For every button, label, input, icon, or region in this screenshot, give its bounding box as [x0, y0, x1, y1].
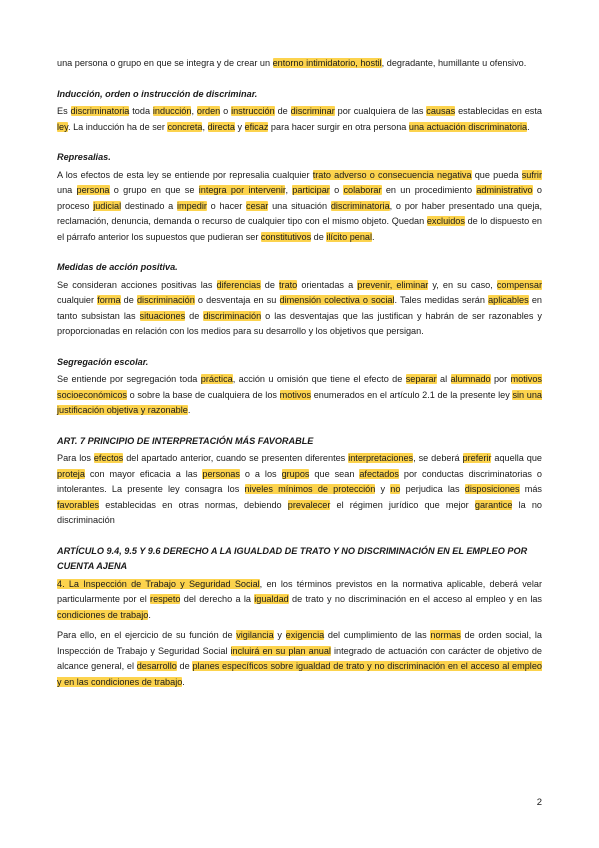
section-heading: ARTÍCULO 9.4, 9.5 Y 9.6 DERECHO A LA IGUALDAD DE TRATO Y NO DISCRIMINACIÓN EN EL EMPLEO POR CUENTA AJENA: [57, 545, 528, 571]
text-run: .: [372, 231, 375, 242]
text-run: de: [176, 661, 193, 671]
text-run: . La inducción ha de ser: [68, 121, 168, 132]
highlighted-text: garantice: [474, 499, 513, 510]
section-paragraph: [57, 168, 542, 246]
text-run: o las desventajas que las justifican y habrán de ser razonables y proporcionadas en relación con los medios para su desarrollo y los objetivos que persigan.: [57, 310, 542, 336]
text-run: . Tales medidas serán: [394, 295, 489, 305]
highlighted-text: prevenir, eliminar: [357, 279, 429, 290]
highlighted-text: interpretaciones: [348, 453, 414, 463]
section-heading: Represalias.: [57, 152, 111, 162]
text-run: Se entiende por segregación toda: [57, 374, 201, 384]
highlighted-text: constitutivos: [260, 231, 312, 242]
text-run: de: [311, 231, 327, 242]
section: [57, 544, 542, 691]
section: [57, 434, 542, 529]
highlighted-text: ley: [57, 121, 68, 132]
text-run: o: [220, 106, 232, 116]
highlighted-text: discriminación: [136, 295, 195, 305]
section-paragraph: [57, 577, 542, 624]
text-run: de orden social, la Inspección de Trabajo y Seguridad Social: [57, 630, 542, 656]
highlighted-text: cesar: [246, 200, 269, 211]
highlighted-text: grupos: [281, 468, 310, 479]
text-run: de: [260, 279, 279, 290]
highlighted-text: eficaz: [244, 121, 269, 132]
section-heading: ART. 7 PRINCIPIO DE INTERPRETACIÓN MÁS FAVORABLE: [57, 435, 314, 446]
text-run: en tanto subsistan las: [57, 295, 542, 321]
text-run: o sobre la base de cualquiera de los: [127, 389, 280, 400]
text-run: por conductas discriminatorias o intolerantes. La presente ley consagra los: [57, 468, 542, 494]
text-run: .: [182, 676, 185, 687]
section-paragraph: [57, 372, 542, 419]
text-run: ,: [202, 121, 208, 132]
highlighted-text: efectos: [93, 453, 124, 463]
highlighted-text: alumnado: [450, 374, 491, 384]
highlighted-text: desarrollo: [136, 661, 177, 671]
text-run: establecidas en otras normas, debiendo: [99, 499, 288, 510]
text-run: de: [120, 295, 137, 305]
highlighted-text: respeto: [150, 594, 181, 604]
highlighted-text: incluirá en su plan anual: [230, 645, 331, 656]
section-heading: Inducción, orden o instrucción de discriminar.: [57, 88, 258, 99]
section-heading: Segregación escolar.: [57, 356, 149, 367]
text-run: enumerados en el artículo 2.1 de la presente ley: [311, 389, 513, 400]
highlighted-text: sufrir: [521, 169, 542, 180]
text-run: o desventaja en su: [194, 295, 280, 305]
highlighted-text: personas: [202, 468, 240, 479]
highlighted-text: motivos socioeconómicos: [57, 374, 542, 400]
text-run: aquella que: [491, 453, 542, 463]
text-run: del cumplimiento de las: [324, 630, 431, 640]
text-run: , se deberá: [413, 453, 463, 463]
text-run: orientadas a: [297, 279, 358, 290]
intro-paragraph: [57, 56, 542, 72]
text-run: una situación: [268, 200, 331, 211]
text-run: con mayor eficacia a las: [84, 468, 203, 479]
highlighted-text: sin una justificación objetiva y razonable: [57, 389, 542, 415]
highlighted-text: condiciones de trabajo: [57, 609, 149, 620]
text-run: de: [274, 106, 291, 116]
highlighted-text: discriminatoria: [330, 200, 390, 211]
highlighted-text: inducción: [152, 106, 192, 116]
section-paragraph: [57, 278, 542, 340]
text-run: o: [329, 185, 344, 195]
highlighted-text: práctica: [200, 374, 233, 384]
highlighted-text: discriminar: [290, 106, 335, 116]
highlighted-text: administrativo: [476, 185, 533, 195]
section-paragraph: [57, 104, 542, 135]
highlighted-text: excluidos: [426, 216, 465, 226]
highlighted-text: forma: [97, 295, 121, 305]
text-run: para hacer surgir en otra persona: [268, 121, 409, 132]
sections-container: [57, 87, 542, 691]
text-run: y, en su caso,: [428, 279, 497, 290]
text-run: Se consideran acciones positivas las: [57, 279, 217, 290]
text-run: la no discriminación: [57, 499, 542, 525]
section: [57, 355, 542, 419]
highlighted-text: judicial: [93, 200, 122, 211]
text-run: Para ello, en el ejercicio de su función de: [57, 630, 237, 640]
text-run: de trato y no discriminación en el acceso al empleo y en las: [288, 594, 542, 604]
section: [57, 260, 542, 340]
text-run: , en los términos previstos en la normativa aplicable, deberá velar particularmente por el: [57, 578, 542, 604]
highlighted-text: igualdad: [254, 594, 289, 604]
section-paragraph: [57, 628, 542, 690]
text-run: destinado a: [121, 200, 177, 211]
text-run: del apartado anterior, cuando se presenten diferentes: [123, 453, 349, 463]
text-run: más: [519, 484, 542, 494]
text-run: , acción u omisión que tiene el efecto de: [232, 374, 406, 384]
text-run: y: [234, 121, 245, 132]
highlighted-text: 4. La Inspección de Trabajo y Seguridad Social: [57, 578, 260, 589]
highlighted-text: instrucción: [231, 106, 275, 116]
highlighted-text: prevalecer: [287, 499, 331, 510]
page-number: 2: [536, 797, 542, 808]
highlighted-text: orden: [196, 106, 221, 116]
text-run: Para los: [57, 453, 94, 463]
text-run: Es: [57, 106, 71, 116]
text-run: en un procedimiento: [381, 185, 477, 195]
section: [57, 87, 542, 136]
text-run: que pueda: [471, 169, 522, 180]
highlighted-text: motivos: [279, 389, 312, 400]
highlighted-text: trato adverso o consecuencia negativa: [312, 169, 472, 180]
highlighted-text: persona: [76, 185, 110, 195]
highlighted-text: concreta: [167, 121, 203, 132]
highlighted-text: compensar: [496, 279, 542, 290]
highlighted-text: discriminación: [203, 310, 262, 321]
highlighted-text: favorables: [57, 499, 100, 510]
text-run: y: [273, 630, 286, 640]
highlighted-text: normas: [430, 630, 461, 640]
text-run: el régimen jurídico que mejor: [330, 499, 475, 510]
text-run: del derecho a la: [180, 594, 255, 604]
highlighted-text: disposiciones: [464, 484, 520, 494]
text-run: integrado de actuación con carácter de objetivo de alcance general, el: [57, 645, 542, 671]
highlighted-text: una actuación discriminatoria: [408, 121, 528, 132]
text-run: al: [436, 374, 451, 384]
highlighted-text: exigencia: [285, 630, 325, 640]
text-run: una persona o grupo en que se integra y de crear un: [57, 58, 273, 68]
highlighted-text: integra por intervenir: [198, 185, 286, 195]
highlighted-text: niveles mínimos de protección: [244, 484, 376, 494]
highlighted-text: preferir: [462, 453, 492, 463]
highlighted-text: afectados: [359, 468, 399, 479]
text-run: establecidas en esta: [455, 106, 542, 116]
highlighted-text: vigilancia: [236, 630, 274, 640]
section: [57, 150, 542, 245]
highlighted-text: proteja: [57, 468, 85, 479]
text-run: A los efectos de esta ley se entiende por represalia cualquier: [57, 169, 313, 180]
text-run: cualquier: [57, 295, 98, 305]
highlighted-text: colaborar: [343, 185, 382, 195]
highlighted-text: planes específicos sobre igualdad de trato y no discriminación en el acceso al empleo y en las condiciones de trabajo: [57, 661, 542, 687]
text-run: que sean: [309, 468, 360, 479]
highlighted-text: directa: [207, 121, 235, 132]
text-run: o a los: [239, 468, 282, 479]
text-run: perjudica las: [400, 484, 465, 494]
highlighted-text: trato: [279, 279, 298, 290]
text-run: de lo dispuesto en el párrafo anterior los supuestos que pudieran ser: [57, 216, 542, 242]
text-run: o grupo en que se: [109, 185, 199, 195]
text-run: por: [490, 374, 511, 384]
highlighted-text: dimensión colectiva o social: [279, 295, 395, 305]
text-run: ,: [285, 185, 293, 195]
highlighted-text: no: [390, 484, 401, 494]
text-run: o hacer: [206, 200, 247, 211]
text-run: por cualquiera de las: [334, 106, 427, 116]
text-run: .: [527, 121, 530, 132]
highlighted-text: impedir: [176, 200, 207, 211]
highlighted-text: participar: [292, 185, 330, 195]
text-run: una: [57, 185, 77, 195]
highlighted-text: situaciones: [139, 310, 186, 321]
highlighted-text: entorno intimidatorio, hostil: [272, 58, 382, 68]
section-paragraph: [57, 451, 542, 529]
text-run: y: [375, 484, 391, 494]
text-run: , o por haber presentado una queja, reclamación, denuncia, demanda o recurso de cualquier tipo con el mismo objeto. Quedan: [57, 200, 542, 226]
highlighted-text: separar: [405, 374, 437, 384]
highlighted-text: ilícito penal: [326, 231, 373, 242]
text-run: .: [148, 609, 151, 620]
highlighted-text: diferencias: [216, 279, 261, 290]
text-run: , degradante, humillante u ofensivo.: [381, 58, 527, 68]
text-run: toda: [129, 106, 153, 116]
text-run: o proceso: [57, 185, 543, 211]
highlighted-text: discriminatoria: [70, 106, 130, 116]
highlighted-text: causas: [426, 106, 456, 116]
text-run: .: [187, 405, 191, 415]
text-run: de: [185, 310, 204, 321]
text-run: ,: [191, 106, 197, 116]
highlighted-text: aplicables: [488, 295, 529, 305]
section-heading: Medidas de acción positiva.: [57, 262, 178, 272]
